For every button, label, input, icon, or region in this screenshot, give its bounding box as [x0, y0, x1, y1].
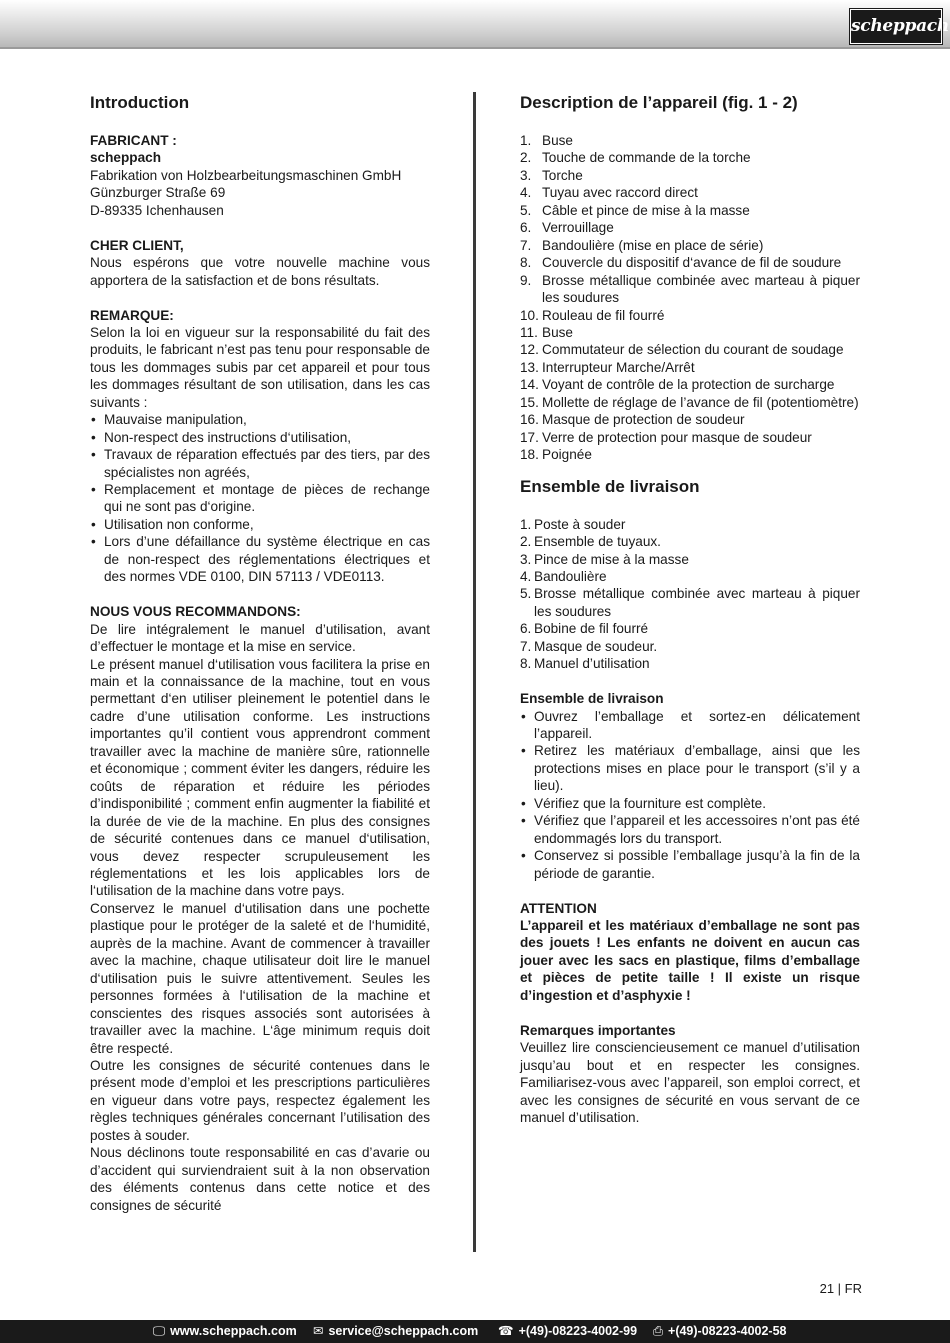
list-item: • Conservez si possible l’emballage jusqu’à la fin de la période de garantie.: [520, 847, 860, 882]
envelope-icon: ✉: [313, 1324, 324, 1338]
address-line: D-89335 Ichenhausen: [90, 202, 224, 218]
list-item: 2. Touche de commande de la torche: [520, 150, 751, 166]
address-line: Günzburger Straße 69: [90, 185, 226, 201]
list-item: 3. Torche: [520, 167, 583, 183]
list-item: 15. Mollette de réglage de l’avance de fil (potentiomètre): [520, 394, 859, 410]
list-item: • Mauvaise manipulation,: [90, 411, 430, 428]
important-notes-text: Veuillez lire consciencieusement ce manuel d’utilisation jusqu’au bout et en respecter les consignes. Familiarisez-vous avec l’appareil, son emploi correct, et avec les consignes de sécurité en vous servant de ce manuel d’utilisation.: [520, 1040, 860, 1125]
list-item: 1. Poste à souder: [520, 516, 626, 532]
remark-list: [90, 411, 430, 586]
list-item: 4. Bandoulière: [520, 568, 607, 584]
delivery-sub-label: Ensemble de livraison: [520, 691, 664, 707]
list-item: 18. Poignée: [520, 447, 592, 463]
list-item: • Vérifiez que la fourniture est complète.: [520, 795, 860, 812]
important-notes-label: Remarques importantes: [520, 1022, 676, 1038]
section-title-description: Description de l’appareil (fig. 1 - 2): [520, 93, 798, 112]
list-item: 13. Interrupteur Marche/Arrêt: [520, 359, 695, 375]
footer-phone: ☎ +(49)-08223-4002-99: [498, 1324, 638, 1338]
delivery-list: [520, 516, 860, 673]
list-item: 5. Brosse métallique combinée avec marteau à piquer les soudures: [520, 586, 860, 619]
section-title-delivery: Ensemble de livraison: [520, 476, 700, 496]
attention-label: ATTENTION: [520, 900, 597, 916]
list-item: • Travaux de réparation effectués par des tiers, par des spécialistes non agréés,: [90, 446, 430, 481]
list-item: 16. Masque de protection de soudeur: [520, 412, 745, 428]
manufacturer-label: FABRICANT :: [90, 133, 177, 148]
footer-bar: [0, 1320, 950, 1343]
paragraph: De lire intégralement le manuel d’utilisation, avant d’effectuer le montage et la mise en service.: [90, 621, 430, 655]
description-list: [520, 132, 860, 464]
paragraph: Outre les consignes de sécurité contenues dans le présent mode d’emploi et les prescriptions particulières en vigueur dans votre pays, respectez également les règles techniques générales concernant l’utilisation des postes à souder.: [90, 1057, 430, 1143]
paragraph: Conservez le manuel d‘utilisation dans une pochette plastique pour le protéger de la saleté et de l‘humidité, auprès de la machine. Avant de commencer à travailler avec la machine, chaque utilisateur doit lire le manuel d‘utilisation puis le suivre attentivement. Seules les personnes formées à l‘utilisation de la machine et conscientes des risques associés sont autorisées à travailler avec la machine. L‘âge minimum requis doit être respecté.: [90, 900, 430, 1056]
list-item: • Lors d’une défaillance du système électrique en cas de non-respect des réglementations électriques et des normes VDE 0100, DIN 57113 / VDE0113.: [90, 533, 430, 585]
list-item: 7. Masque de soudeur.: [520, 638, 658, 654]
right-column: [520, 92, 860, 1126]
list-item: 3. Pince de mise à la masse: [520, 551, 689, 567]
address-line: Fabrikation von Holzbearbeitungsmaschinen GmbH: [90, 167, 402, 183]
paragraph: Le présent manuel d‘utilisation vous facilitera la prise en main et la connaissance de la machine, tout en vous permettant d‘en utiliser pleinement le potentiel dans le cadre d’une utilisation conforme. Les instructions importantes qu’il contient vous apprendront comment travailler avec la machine de manière sûre, rationnelle et économique ; comment éviter les dangers, réduire les coûts de réparation et réduire les périodes d’indisponibilité ; comment enfin augmenter la fiabilité et la durée de vie de la machine. En plus des consignes de sécurité contenues dans ce manuel d‘utilisation, vous devez respecter scrupuleusement les réglementations et les lois applicables lors de l‘utilisation de la machine dans votre pays.: [90, 656, 430, 899]
list-item: 7. Bandoulière (mise en place de série): [520, 237, 764, 253]
column-divider: [473, 92, 476, 1252]
computer-icon: 🖵: [153, 1324, 166, 1338]
list-item: 14. Voyant de contrôle de la protection de surcharge: [520, 377, 835, 393]
footer-fax: ⎙ +(49)-08223-4002-58: [653, 1324, 787, 1338]
list-item: 5. Câble et pince de mise à la masse: [520, 202, 750, 218]
footer-email[interactable]: ✉ service@scheppach.com: [313, 1324, 479, 1338]
list-item: • Vérifiez que l’appareil et les accessoires n’ont pas été endommagés lors du transport.: [520, 812, 860, 847]
list-item: • Non-respect des instructions d‘utilisation,: [90, 429, 430, 446]
list-item: • Retirez les matériaux d’emballage, ainsi que les protections mises en place pour le transport (s’il y a lieu).: [520, 742, 860, 794]
recommend-label: NOUS VOUS RECOMMANDONS:: [90, 604, 301, 620]
remark-label: REMARQUE:: [90, 307, 174, 323]
remark-text: Selon la loi en vigueur sur la responsabilité du fait des produits, le fabricant n’est pas tenu pour responsable de tous les dommages subis par cet appareil et pour tous les dommages résultant de son utilisation, dans les cas suivants :: [90, 324, 430, 410]
list-item: 8. Manuel d’utilisation: [520, 656, 650, 672]
list-item: 4. Tuyau avec raccord direct: [520, 185, 698, 201]
list-item: 11. Buse: [520, 324, 573, 340]
list-item: 8. Couvercle du dispositif d‘avance de fil de soudure: [520, 255, 842, 271]
list-item: 9. Brosse métallique combinée avec marteau à piquer les soudures: [520, 272, 860, 306]
list-item: 2. Ensemble de tuyaux.: [520, 534, 661, 550]
section-title-introduction: Introduction: [90, 93, 190, 112]
dear-client-label: CHER CLIENT,: [90, 237, 184, 253]
brand-logo: scheppach: [850, 9, 942, 44]
list-item: 6. Verrouillage: [520, 220, 614, 236]
list-item: 10. Rouleau de fil fourré: [520, 307, 665, 323]
list-item: • Remplacement et montage de pièces de rechange qui ne sont pas d‘origine.: [90, 481, 430, 516]
list-item: 17. Verre de protection pour masque de soudeur: [520, 429, 812, 445]
left-column: [90, 92, 430, 1214]
delivery-instructions-list: [520, 708, 860, 883]
paragraph: Nous déclinons toute responsabilité en cas d’avarie ou d’accident qui surviendraient suit à la non observation des éléments contenus dans cette notice et des consignes de sécurité: [90, 1145, 430, 1213]
dear-client-text: Nous espérons que votre nouvelle machine vous apportera de la satisfaction et de bons résultats.: [90, 255, 430, 288]
list-item: • Utilisation non conforme,: [90, 516, 430, 533]
manufacturer-name: scheppach: [90, 150, 162, 166]
footer-website[interactable]: 🖵 www.scheppach.com: [153, 1324, 297, 1338]
phone-icon: ☎: [498, 1324, 514, 1338]
list-item: 12. Commutateur de sélection du courant de soudage: [520, 342, 844, 358]
page-number: 21 | FR: [819, 1281, 862, 1296]
fax-icon: ⎙: [653, 1324, 664, 1338]
attention-text: L’appareil et les matériaux d’emballage ne sont pas des jouets ! Les enfants ne doivent en aucun cas jouer avec les sacs en plastique, films d’emballage et pièces de petite taille ! Il existe un risque d’ingestion et d’asphyxie !: [520, 918, 860, 1003]
header-bar: [0, 0, 950, 49]
list-item: • Ouvrez l’emballage et sortez-en délicatement l’appareil.: [520, 708, 860, 743]
list-item: 1. Buse: [520, 133, 573, 148]
list-item: 6. Bobine de fil fourré: [520, 621, 649, 637]
